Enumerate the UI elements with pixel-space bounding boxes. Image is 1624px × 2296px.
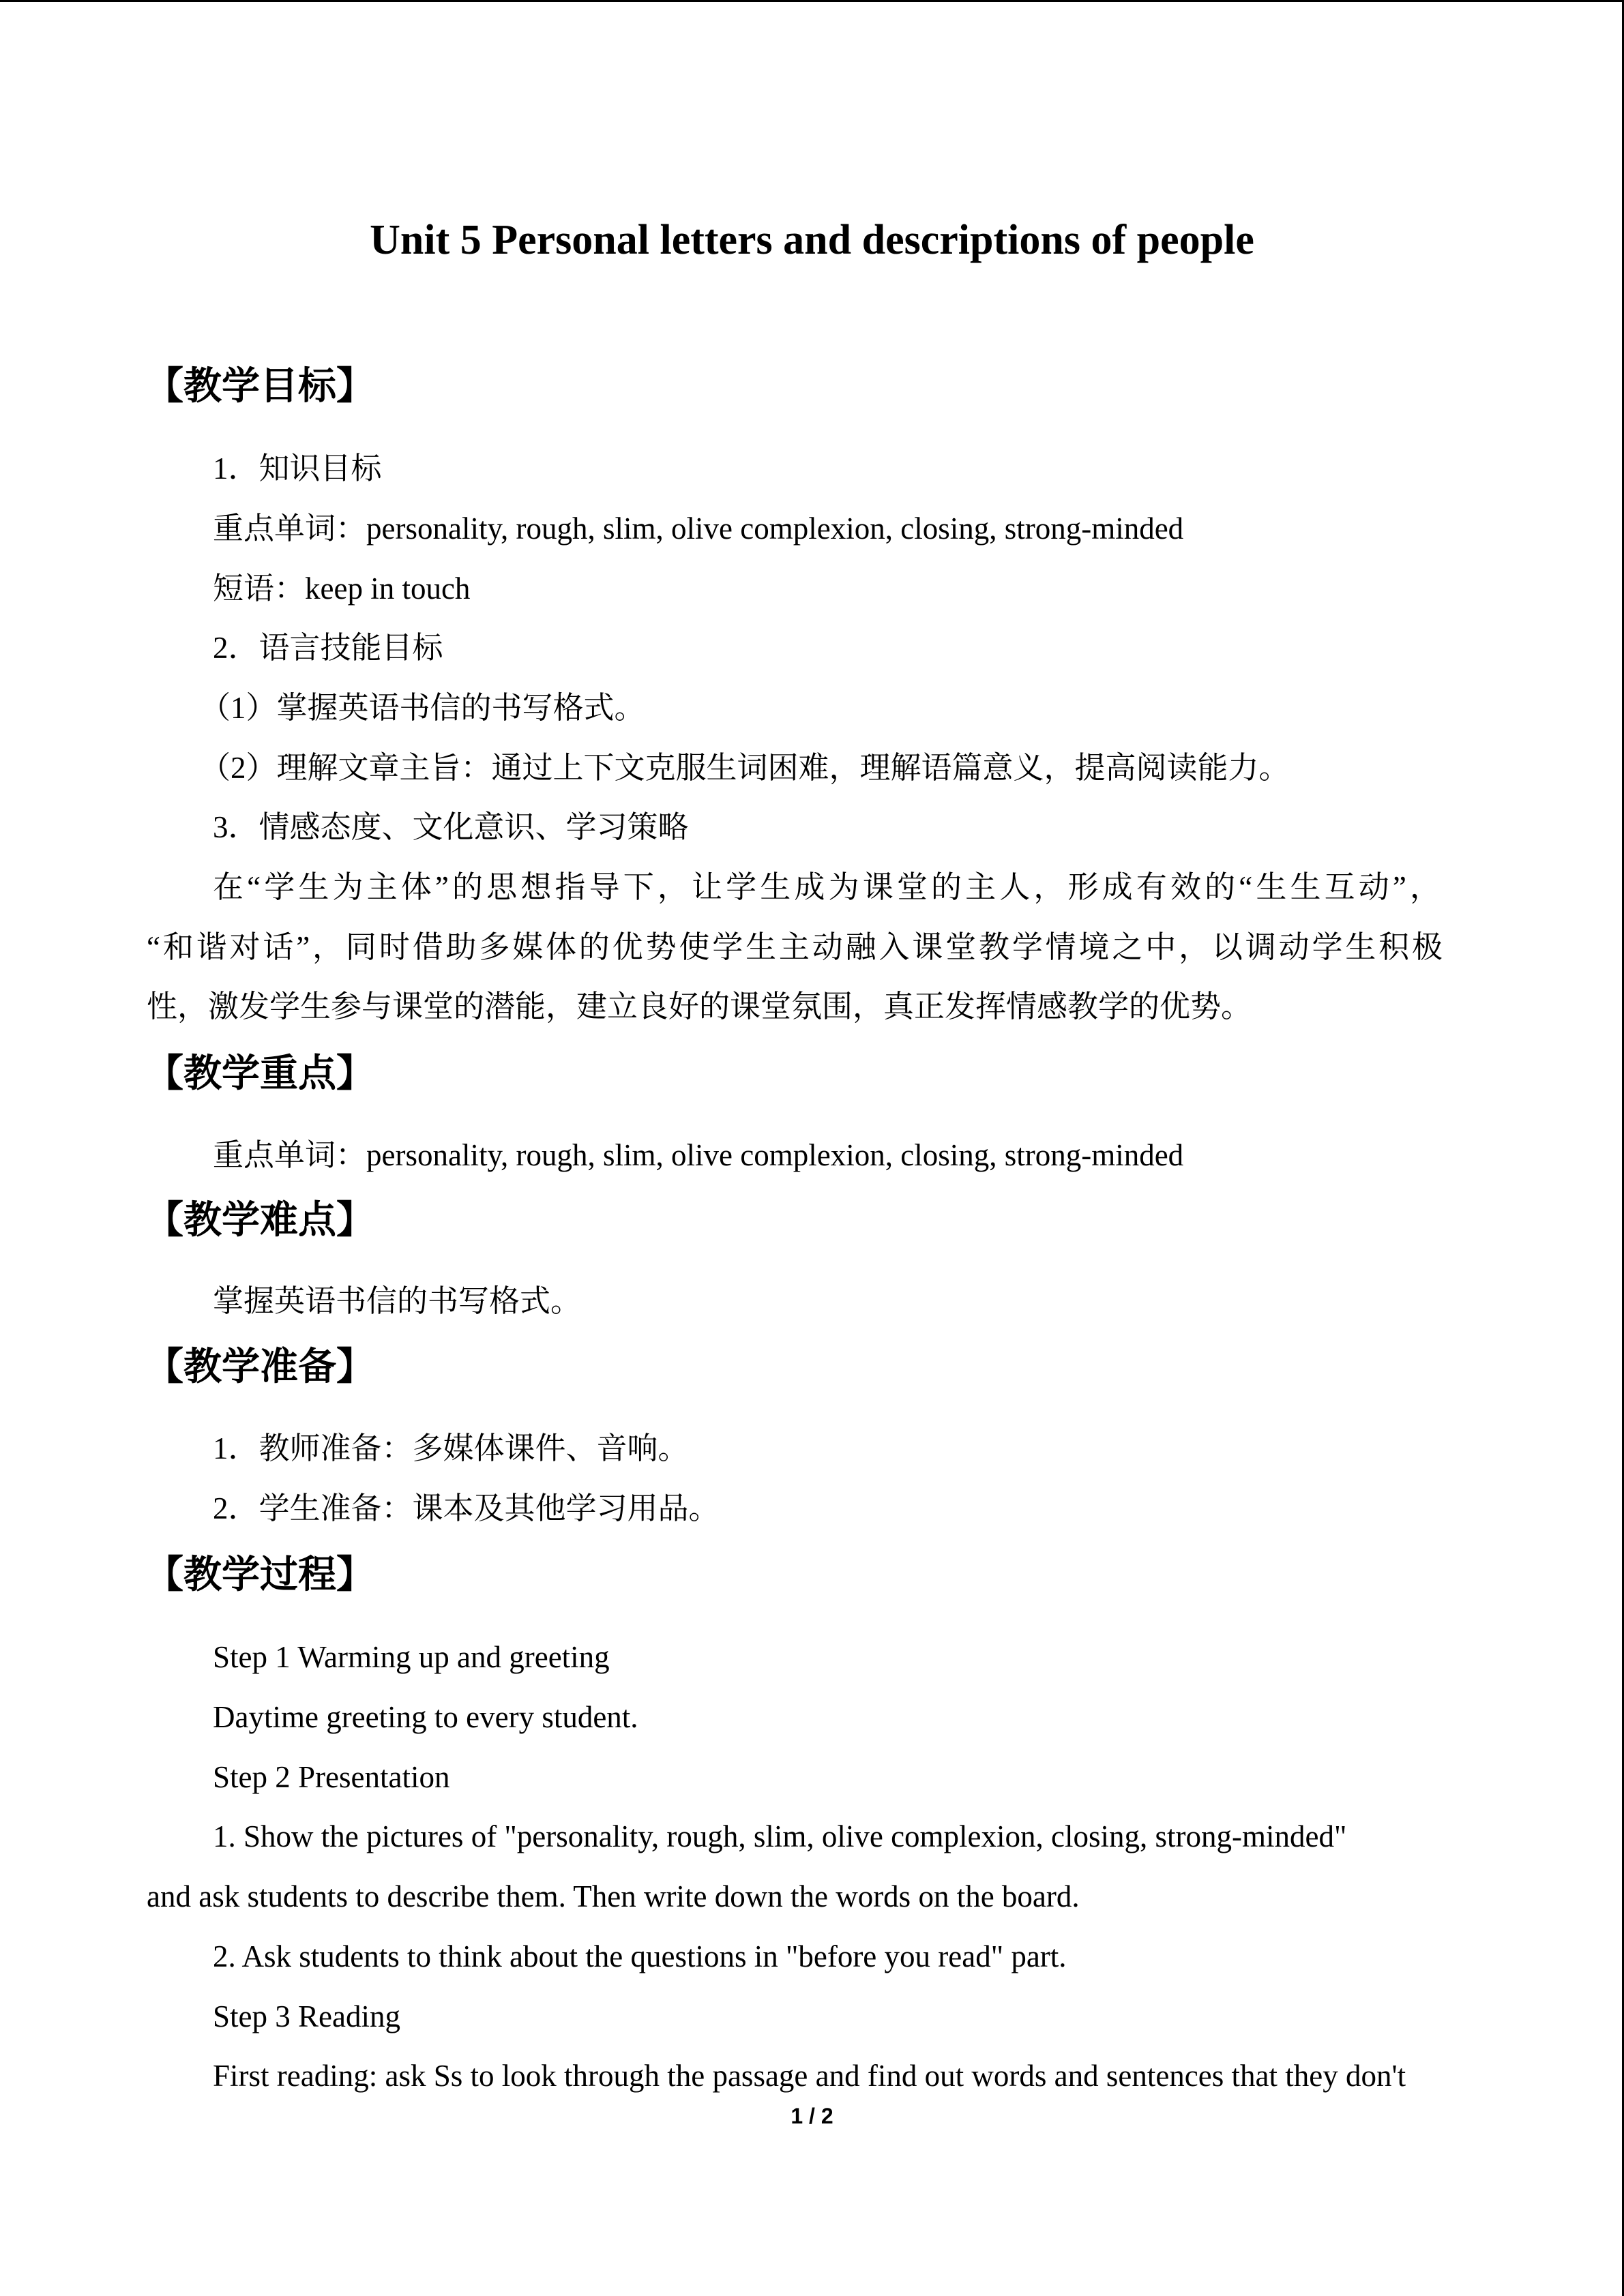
student-preparation: 2．学生准备：课本及其他学习用品。 bbox=[213, 1491, 720, 1525]
document-title: Unit 5 Personal letters and descriptions of people bbox=[370, 217, 1254, 263]
key-points-text: 重点单词：personality, rough, slim, olive complexion, closing, strong-minded bbox=[213, 1138, 1184, 1172]
step2-item1-line1: 1. Show the pictures of "personality, rough, slim, olive complexion, closing, strong-minded" bbox=[213, 1819, 1347, 1853]
step1-text: Daytime greeting to every student. bbox=[213, 1700, 638, 1734]
affective-goal: 3．情感态度、文化意识、学习策略 bbox=[213, 810, 689, 844]
section-heading-objectives: 【教学目标】 bbox=[145, 364, 374, 408]
difficulties-text: 掌握英语书信的书写格式。 bbox=[213, 1284, 582, 1318]
phrases: 短语：keep in touch bbox=[213, 571, 471, 606]
section-heading-preparation: 【教学准备】 bbox=[145, 1345, 374, 1389]
section-heading-difficulties: 【教学难点】 bbox=[145, 1198, 374, 1242]
affective-paragraph-line-1: 在“学生为主体”的思想指导下，让学生成为课堂的主人，形成有效的“生生互动”， bbox=[213, 870, 1441, 904]
language-skill-goal: 2．语言技能目标 bbox=[213, 631, 443, 665]
step3-line1: First reading: ask Ss to look through the passage and find out words and sentences that they don't bbox=[213, 2059, 1406, 2093]
step1-title: Step 1 Warming up and greeting bbox=[213, 1640, 610, 1674]
step2-title: Step 2 Presentation bbox=[213, 1760, 450, 1794]
page-number: 1 / 2 bbox=[791, 2104, 833, 2128]
affective-paragraph-line-2: “和谐对话”，同时借助多媒体的优势使学生主动融入课堂教学情境之中，以调动学生积极 bbox=[147, 930, 1443, 964]
page-border-top bbox=[0, 0, 1624, 2]
key-words: 重点单词：personality, rough, slim, olive complexion, closing, strong-minded bbox=[213, 511, 1184, 546]
section-heading-key-points: 【教学重点】 bbox=[145, 1052, 374, 1096]
teacher-preparation: 1．教师准备：多媒体课件、音响。 bbox=[213, 1431, 689, 1465]
step3-title: Step 3 Reading bbox=[213, 1999, 400, 2033]
skill-item-1: （1）掌握英语书信的书写格式。 bbox=[200, 691, 645, 725]
skill-item-2: （2）理解文章主旨：通过上下文克服生词困难，理解语篇意义，提高阅读能力。 bbox=[200, 751, 1290, 785]
affective-paragraph-line-3: 性，激发学生参与课堂的潜能，建立良好的课堂氛围，真正发挥情感教学的优势。 bbox=[147, 989, 1252, 1024]
section-heading-process: 【教学过程】 bbox=[145, 1553, 374, 1597]
knowledge-goal: 1．知识目标 bbox=[213, 451, 382, 486]
step2-item1-line2: and ask students to describe them. Then write down the words on the board. bbox=[147, 1879, 1080, 1913]
step2-item2: 2. Ask students to think about the questions in "before you read" part. bbox=[213, 1939, 1067, 1973]
